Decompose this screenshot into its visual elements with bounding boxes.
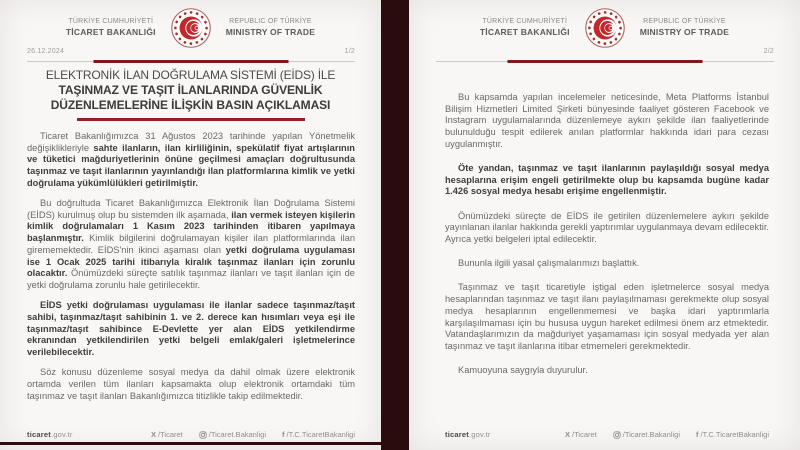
instagram-icon [613, 431, 621, 439]
brand-en-line1: REPUBLIC OF TÜRKİYE [643, 18, 726, 26]
meta-row [436, 48, 774, 55]
text-run: Kamuoyuna saygıyla duyurulur. [458, 365, 588, 376]
social-handles [151, 430, 355, 439]
x-handle [565, 430, 597, 439]
instagram-icon [199, 431, 207, 439]
brand-en-line2: MINISTRY OF TRADE [225, 27, 316, 38]
page-number: 1/2 [344, 48, 355, 55]
facebook-icon: f [696, 430, 699, 439]
page-1-body [27, 131, 355, 411]
paragraph [445, 282, 769, 352]
title-line-3: DÜZENLEMELERİNE İLİŞKİN BASIN AÇIKLAMASI [50, 98, 331, 112]
facebook-handle-label: /T.C.TicaretBakanligi [286, 430, 355, 439]
brand-tr-line1: TÜRKİYE CUMHURİYETİ [482, 18, 568, 26]
ministry-brand-header [0, 6, 381, 50]
bold-text-run: sahte ilanların, ilan kirliliğinin, spekülatif fiyat artışlarının ve tüketici mağduriyetlerinin önüne geçilmesi amaçları doğrultusunda taşınmaz ve taşıt ilanlarının yayınlandığı ilan platformlarına kimlik ve yetki doğrulama yükümlülükleri getirilmiştir. [27, 142, 355, 188]
ministry-emblem-icon [169, 6, 213, 50]
instagram-handle-label: /Ticaret.Bakanligi [208, 430, 266, 439]
page-number: 2/2 [763, 48, 774, 55]
brand-en-line2: MINISTRY OF TRADE [639, 27, 730, 38]
paragraph [445, 163, 769, 198]
text-run: Kimlik bilgilerini doğrulamayan kişiler ilan platformlarında ilan girememektedir. EİDS'nin ikinci aşaması olan [27, 233, 355, 255]
text-run: Bu kapsamda yapılan incelemeler neticesinde, Meta Platforms İstanbul Bilişim Hizmetleri Limited Şirketi bünyesinde faaliyet gösteren Facebook ve Instagram uygulamalarında düzenlemeye aykırı şekilde ilan faaliyetlerinde bulunulduğu tespit edilerek anılan platformlar hakkında idari para cezası uygulanmıştır. [445, 92, 769, 149]
page-2-footer [445, 430, 769, 439]
social-handles [565, 430, 769, 439]
paragraph [445, 92, 769, 151]
website-url-rest: .gov.tr [50, 430, 73, 439]
paragraph [445, 258, 769, 270]
paragraph [27, 131, 355, 190]
title-line-2: TAŞINMAZ VE TAŞIT İLANLARINDA GÜVENLİK [58, 83, 323, 97]
website-url [27, 430, 73, 439]
text-run: Önümüzdeki süreçte satılık taşınmaz ilanları ve taşıt ilanları için de yetki doğrulama zorunlu hale getirilecektir. [27, 268, 355, 290]
page-1-bottom-edge [0, 442, 381, 445]
instagram-handle [613, 430, 680, 439]
page-2 [409, 0, 800, 450]
header-divider-accent [93, 60, 288, 63]
text-run: Ticaret Bakanlığımızca 31 Ağustos 2023 tarihinde yapılan Yönetmelik değişiklikleriyle [27, 131, 355, 153]
press-release-title [18, 68, 363, 121]
bold-text-run: ilan vermek isteyen kişilerin kimlik doğrulamaları 1 Kasım 2023 tarihinden itibaren yapılmaya başlanmıştır. [27, 209, 355, 244]
paragraph [445, 211, 769, 246]
brand-tr-line1: TÜRKİYE CUMHURİYETİ [68, 18, 154, 26]
meta-row [27, 48, 355, 55]
text-run: Bununla ilgili yasal çalışmalarımızı başlattık. [458, 258, 640, 269]
text-run: Bu doğrultuda Ticaret Bakanlığımızca Elektronik İlan Doğrulama Sistemi (EİDS) kurulmuş olup bu sistemden ilk aşamada, [27, 198, 355, 220]
brand-tr-line2: TİCARET BAKANLIĞI [479, 27, 570, 38]
bold-text-run: EİDS yetki doğrulaması uygulaması ile ilanlar sadece taşınmaz/taşıt sahibi, taşınmaz/taşıt sahibinin 1. ve 2. derece kan hısımları veya eşi ile taşınmaz/taşıt sahibince E-Devlette yer alan EİDS yetkilendirme ekranından yetkilendirilen yetki belgeli emlak/galeri işletmelerince verilebilecektir. [27, 300, 355, 357]
paragraph [27, 198, 355, 292]
paragraph [27, 367, 355, 402]
website-url-bold: ticaret [27, 430, 51, 439]
facebook-icon: f [282, 430, 285, 439]
facebook-handle [282, 430, 355, 439]
x-icon: X [151, 430, 157, 439]
text-run: Önümüzdeki süreçte de EİDS ile getirilen düzenlemelere aykırı şekilde yayınlanan ilanlar hakkında gerekli yaptırımlar uygulanmaya devam edilecektir. Ayrıca yetki belgeleri iptal edilecektir. [445, 210, 770, 245]
brand-tr-line2: TİCARET BAKANLIĞI [65, 27, 156, 38]
brand-en-line1: REPUBLIC OF TÜRKİYE [229, 18, 312, 26]
document-date: 26.12.2024 [27, 48, 65, 55]
x-handle [151, 430, 183, 439]
brand-turkish-text [66, 18, 156, 37]
page-1 [0, 0, 381, 450]
bold-text-run: yetki doğrulama uygulaması ise 1 Ocak 2025 tarihi itibarıyla kiralık taşınmaz ilanları için zorunlu olacaktır. [27, 244, 355, 279]
instagram-handle-label: /Ticaret.Bakanligi [622, 430, 680, 439]
ministry-brand-header [409, 6, 800, 50]
x-handle-label: /Ticaret [572, 430, 597, 439]
bold-text-run: Öte yandan, taşınmaz ve taşıt ilanlarının paylaşıldığı sosyal medya hesaplarına erişim engeli getirilmekte olup bu kapsamda bugüne kadar 1.426 sosyal medya hesabı erişime engellenmiştir. [445, 163, 769, 197]
header-divider-accent [507, 60, 702, 63]
website-url-rest: .gov.tr [468, 430, 491, 439]
brand-turkish-text [480, 18, 570, 37]
instagram-handle [199, 430, 266, 439]
facebook-handle [696, 430, 769, 439]
website-url-bold: ticaret [445, 430, 469, 439]
brand-english-text [640, 18, 729, 37]
page-1-footer [27, 430, 355, 439]
facebook-handle-label: /T.C.TicaretBakanligi [700, 430, 769, 439]
paragraph [27, 300, 355, 359]
text-run: Taşınmaz ve taşıt ticaretiyle iştigal eden işletmelerce sosyal medya hesaplarından taşınmaz ve taşıt ilanı paylaşılmaması gerekmekte olup sosyal medya hesaplarının engellenmemesi ve başka idari yaptırımlarla karşılaşılmaması için bu hususa uygun hareket edilmesi önem arz etmektedir. Vatandaşlarımızın da mağduriyet yaşamaması için sosyal medyada yer alan taşınmaz ve taşıt ilanlarına itibar etmemeleri gerekmektedir. [445, 282, 769, 351]
page-2-body [445, 92, 769, 389]
x-icon: X [565, 430, 571, 439]
title-line-1: ELEKTRONİK İLAN DOĞRULAMA SİSTEMİ (EİDS) İLE [45, 68, 336, 82]
text-run: Söz konusu düzenleme sosyal medya da dahil olmak üzere elektronik ortamda verilen tüm ilanları kapsamakta olup elektronik ortamdaki tüm taşınmaz ve taşıt ilanları Bakanlığımızca titizlikle takip edilmektedir. [27, 367, 355, 401]
website-url [445, 430, 491, 439]
brand-english-text [226, 18, 315, 37]
title-underline-rule [77, 118, 305, 121]
paragraph [445, 365, 769, 377]
ministry-emblem-icon [583, 6, 627, 50]
x-handle-label: /Ticaret [158, 430, 183, 439]
